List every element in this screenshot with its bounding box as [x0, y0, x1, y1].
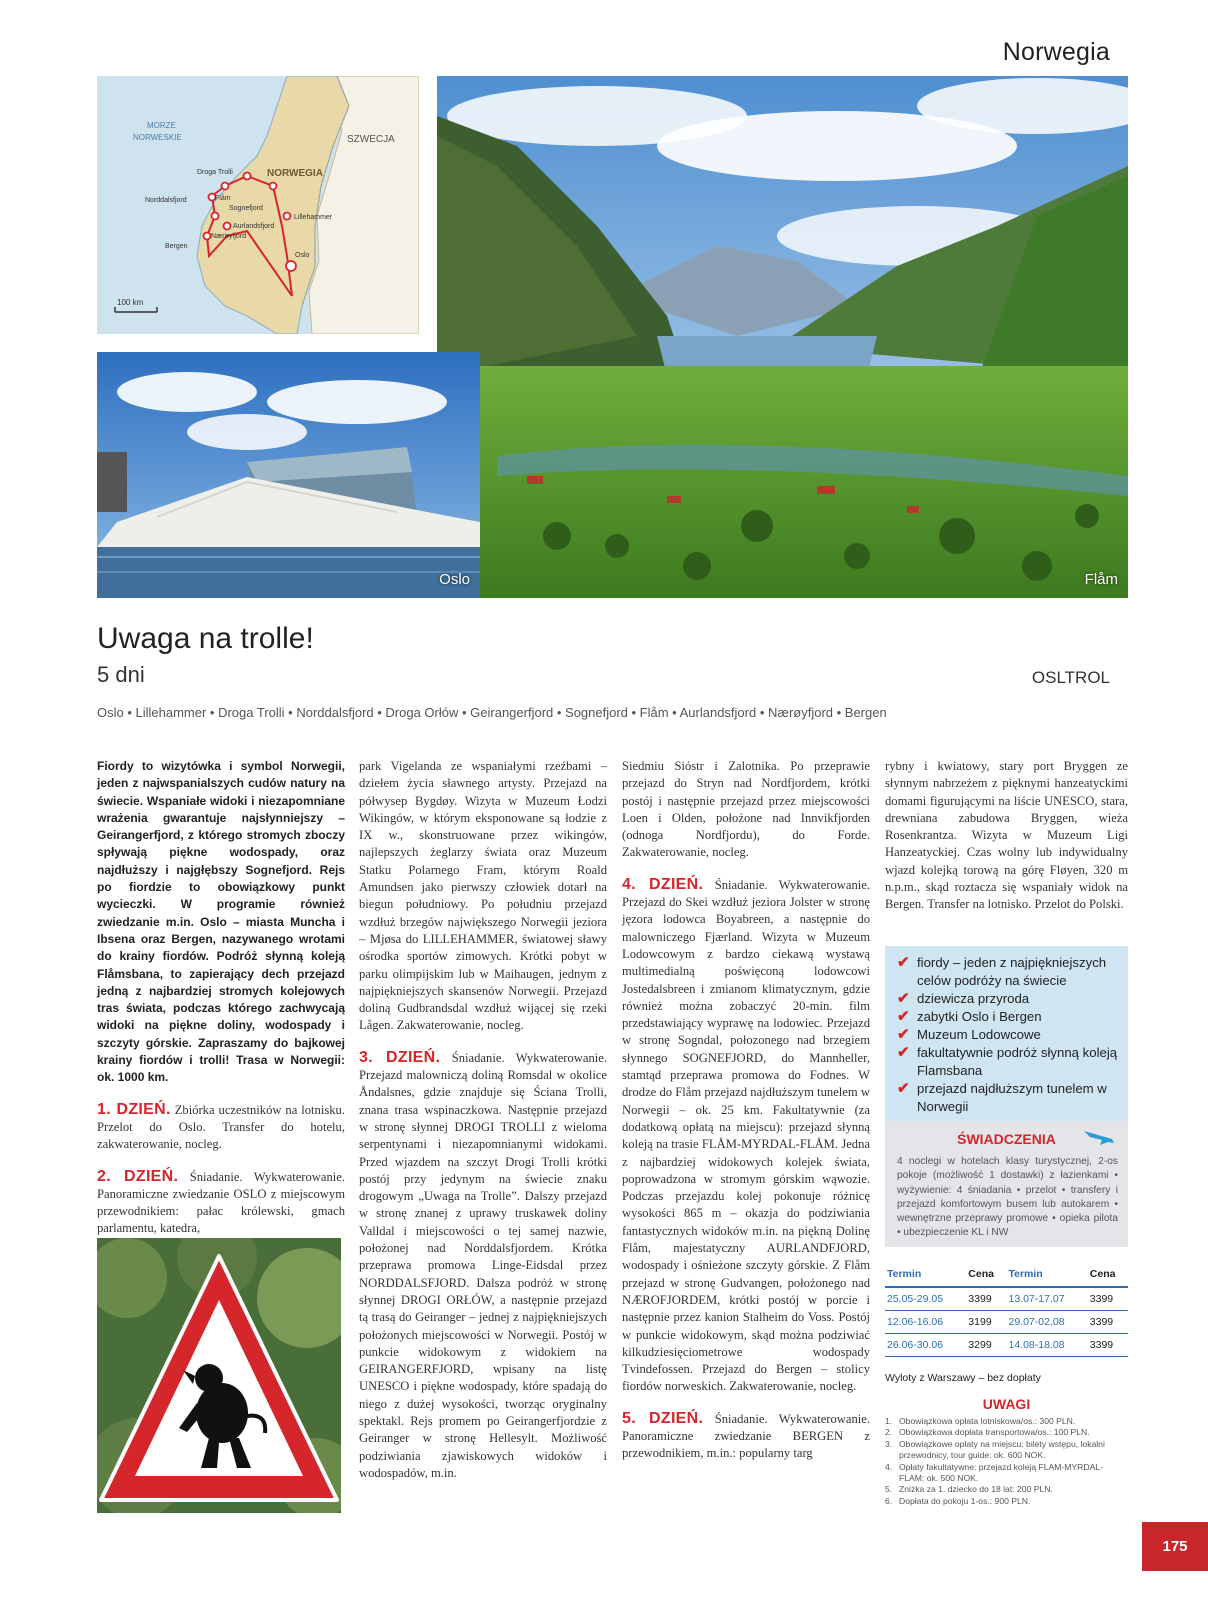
highlight-item: ✔ Muzeum Lodowcowe: [897, 1026, 1041, 1043]
country-label: NORWEGIA: [267, 168, 323, 179]
col-header-price: Cena: [966, 1264, 1006, 1287]
day-2-text-b: park Vigelanda ze wspaniałymi rzeźbami – dziełem życia sławnego artysty. Przejazd na półwysep Bygdøy. Wizyta w Muzeum Łodzi Wikingów, w którym eksponowane są łodzie z IX w., skonstruowane przez wikingów, najlepszych żeglarzy świata oraz Muzeum Statku Polarnego Fram, którym Roald Amundsen jako pierwszy człowiek dotarł na biegun południowy. Po południu przejazd wzdłuż brzegów największego Norwegii jeziora – Mjøsa do LILLEHAMMER, światowej sławy ośrodka sportów zimowych. Krótki pobyt w parku olimpijskim lub w Maihaugen, jednym z najpiękniejszych skansenów Norwegii. Przejazd doliną Gudbrandsdal wzdłuż wijącej się rzeki Lågen. Zakwaterowanie, nocleg.: [359, 759, 607, 1033]
place-label: Flåm: [215, 195, 231, 202]
airplane-icon: [1082, 1127, 1116, 1147]
note-item: 6. Dopłata do pokoju 1-os.: 900 PLN.: [885, 1495, 1031, 1506]
day-3-paragraph: [359, 1049, 607, 1482]
day-1-text: Zbiórka uczestników na lotnisku. Przelot do Oslo. Transfer do hotelu, zakwaterowanie, nocleg.: [97, 1102, 345, 1152]
checkmark-icon: ✔: [897, 954, 910, 971]
day-4-text: Śniadanie. Wykwaterowanie. Przejazd do Skei wzdłuż jeziora Jolster w stronę jęzora lodowca Boyabreen, a następnie do malowniczego Fjærland. Wizyta w Muzeum Lodowcowym z bardzo ciekawą wystawą multimedialną poświęconą lodowcowi Jostedalsbreen i zmianom klimatycznym, gdzie również można zobaczyć 20-min. film przedstawiający wyprawę na lodowiec. Przejazd w stronę Sogndal, połozonego nad brzegiem słynnego SOGNEFJORD, do Mannheller, stamtąd przeprawa promowa do Fodnes. W drodze do Flåm przejazd najdłuższym tunelem w Norwegii – ok. 25 km. Fakultatywnie (za dodatkową opłatą na miejscu): przejazd słynną koleją na trasie FLÅM-MYRDAL-FLÅM. Jedna z najbardziej widokowych kolejek świata, poprowadzona w stromym górskim wąwozie. Podczas przejazdu kolej pokonuje różnicę wysokości 865 m – okazja do podziwiania fantastycznych widoków m.in. na piękną Dolinę Flåm, majestatyczny AURLANDFJORD, wodospady i ośnieżone szczyty górskie. Z Flåm przejazd w stronę Gudvangen, położonego nad NÆROFJORDEM, krótki postój w porcie i następnie przez kanion Stalheim do Voss. Postój w punkcie widokowym, skąd można podziwiać kilkudziesięciometrowe wodospady Tvindefossen. Przejazd do Bergen – stolicy fiordów norweskich. Zakwaterowanie, nocleg.: [622, 877, 871, 1394]
highlights-list: [885, 946, 1128, 1116]
map-point: [212, 213, 219, 220]
place-label: Droga Trolli: [197, 169, 233, 176]
highlight-item: ✔ fiordy – jeden z najpiękniejszych celów podróży na świecie: [897, 954, 1107, 988]
page-number: 175: [1142, 1522, 1208, 1571]
day-5-paragraph: [622, 1410, 870, 1463]
map-point-oslo: [286, 261, 296, 271]
highlight-item: ✔ przejazd najdłuższym tunelem w Norwegii: [897, 1080, 1107, 1114]
map-point: [222, 183, 229, 190]
place-label: Nærøyfjord: [211, 233, 247, 240]
map-point: [224, 223, 231, 230]
day-2-text-a: Śniadanie. Wykwaterowanie. Panoramiczne zwiedzanie OSLO z miejscowym przewodnikiem: pałac królewski, gmach parlamentu, katedra,: [97, 1169, 346, 1236]
day-3-label: 3. DZIEŃ.: [359, 1048, 441, 1066]
flam-landscape: [437, 76, 1128, 598]
day-2-paragraph: [97, 1168, 345, 1238]
services-box: [885, 1121, 1128, 1247]
text-column-4: [885, 758, 1128, 914]
map-point: [284, 213, 291, 220]
highlight-item: ✔ zabytki Oslo i Bergen: [897, 1008, 1042, 1025]
notes-title: UWAGI: [982, 1396, 1031, 1412]
place-label: Lillehammer: [294, 214, 333, 221]
table-row: 12.06-16.06 3199 29.07-02.08 3399: [885, 1311, 1128, 1334]
day-1-label: 1. DZIEŃ.: [97, 1100, 171, 1118]
day-1-paragraph: [97, 1101, 345, 1154]
highlight-item: ✔ fakultatywnie podróż słynną koleją Flamsbana: [897, 1044, 1118, 1078]
trip-duration: 5 dni: [97, 662, 145, 687]
checkmark-icon: ✔: [897, 990, 910, 1007]
note-item: 3. Obowiązkowe opłaty na miejscu: bilety wstępu, lokalni przewodnicy, tour guide: ok. 600 NOK.: [885, 1438, 1105, 1461]
flights-note: Wyloty z Warszawy – bez dopłaty: [885, 1372, 1041, 1384]
services-title: ŚWIADCZENIA: [957, 1131, 1056, 1147]
table-row: 26.06-30.06 3299 14.08-18.08 3399: [885, 1334, 1128, 1357]
table-row: 25.05-29.05 3399 13.07-17.07 3399: [885, 1287, 1128, 1311]
photo-caption-flam: Flåm: [1084, 571, 1118, 588]
place-label: Norddalsfjord: [145, 197, 187, 204]
checkmark-icon: ✔: [897, 1026, 910, 1043]
trip-code: OSLTROL: [1031, 668, 1110, 687]
trip-title: Uwaga na trolle!: [97, 622, 314, 655]
highlights-box: [885, 946, 1128, 1121]
map-graphic: [97, 76, 419, 334]
text-column-3: [622, 758, 870, 1463]
photo-flam: [437, 76, 1128, 598]
place-label: Oslo: [295, 252, 310, 259]
photo-oslo: [97, 352, 480, 598]
col-header-term: Termin: [885, 1264, 966, 1287]
sea-label-2: NORWESKIE: [133, 133, 182, 142]
troll-warning-sign-icon: [97, 1238, 341, 1513]
photo-caption-oslo: Oslo: [439, 571, 470, 588]
col-header-term: Termin: [1006, 1264, 1087, 1287]
note-item: 5. Zniżka za 1. dziecko do 18 lat: 200 PLN.: [885, 1484, 1053, 1495]
price-table: [885, 1264, 1128, 1357]
checkmark-icon: ✔: [897, 1008, 910, 1025]
highlight-item: ✔ dziewicza przyroda: [897, 990, 1030, 1007]
col3-lead-text: Siedmiu Sióstr i Zalotnika. Po przeprawie przejazd do Stryn nad Nordfjordem, krótki postój i następnie przejazd przez miejscowości Loen i Olden, położone nad Innvikfjorden (odnoga Nordfjordu), do Forde. Zakwaterowanie, nocleg.: [622, 759, 870, 860]
note-item: 1. Obowiązkowa opłata lotniskowa/os.: 300 PLN.: [885, 1416, 1076, 1426]
route-map: [97, 76, 419, 334]
trip-route: Oslo • Lillehammer • Droga Trolli • Norddalsfjord • Droga Orłów • Geirangerfjord • Sognefjord • Flåm • Aurlandsfjord • Nærøyfjord • Bergen: [97, 705, 887, 720]
note-item: 2. Obowiązkowa dopłata transportowa/os.: 100 PLN.: [885, 1427, 1090, 1438]
checkmark-icon: ✔: [897, 1080, 910, 1097]
place-label: Bergen: [165, 243, 188, 250]
day-4-paragraph: [622, 876, 870, 1396]
map-point: [270, 183, 277, 190]
day-2-label: 2. DZIEŃ.: [97, 1167, 179, 1185]
intro-paragraph: Fiordy to wizytówka i symbol Norwegii, jeden z najwspanialszych cudów natury na świecie. Wspaniałe widoki i niezapomniane wrażenia gwarantuje najsłynniejszy – Geirangerfjord, z którego stromych zboczy spływają piękne wodospady, oraz najdłuższy i najgłębszy Sognefjord. Rejs po fiordzie to obowiązkowy punkt wycieczki. W programie również zwiedzanie m.in. Oslo – miasta Muncha i Ibsena oraz Bergen, nazywanego wrotami do krainy fiordów. Podróż słynną koleją Flåmsbana, to zapierający dech przejazd jedną z najbardziej stromych kolejowych tras świata, podczas którego zachwycają widoki na piękne doliny, wodospady i szczyty górskie. Zapraszamy do bajkowej krainy fiordów i trolli! Trasa w Norwegii: ok. 1000 km.: [97, 759, 345, 1085]
day-5-text-a: Śniadanie. Wykwaterowanie. Panoramiczne zwiedzanie BERGEN z przewodnikiem, m.in.: popularny targ: [622, 1411, 871, 1461]
checkmark-icon: ✔: [897, 1044, 910, 1061]
services-text: 4 noclegi w hotelach klasy turystycznej, 2-os pokoje (możliwość 1 dostawki) z łazienkami • wyżywienie: 4 śniadania • przelot • transfery i przejazd komfortowym busem lub autokarem • wewnętrzne przeprawy promowe • opieka pilota • ubezpieczenie KL i NW: [897, 1156, 1118, 1239]
text-column-2: [359, 758, 607, 1482]
country-title: Norwegia: [1002, 38, 1110, 66]
troll-sign-photo: [97, 1238, 341, 1513]
map-point: [244, 173, 251, 180]
text-column-1: [97, 758, 345, 1238]
oslo-opera: [97, 352, 480, 598]
day-5-text-b: rybny i kwiatowy, stary port Bryggen ze słynnym nabrzeżem z pięknymi hanzeatyckimi domami figurującymi na liście UNESCO, stara, drewniana zabudowa Bryggen, wieża Rosenkrantza. Wizyta w Muzeum Ligi Hanzeatyckiej. Czas wolny lub indywidualny wjazd kolejką torową na górę Fløyen, 320 m n.p.m., skąd roztacza się wspaniały widok na Bergen. Transfer na lotnisko. Przelot do Polski.: [885, 759, 1128, 912]
map-point: [204, 233, 211, 240]
day-5-label: 5. DZIEŃ.: [622, 1409, 704, 1427]
note-item: 4. Opłaty fakultatywne: przejazd koleją FLAM-MYRDAL-FLAM: ok. 500 NOK.: [885, 1461, 1103, 1484]
price-table-header: [885, 1264, 1128, 1287]
sea-label-1: MORZE: [147, 121, 176, 130]
neighbor-label: SZWECJA: [347, 134, 395, 145]
day-3-text: Śniadanie. Wykwaterowanie. Przejazd malowniczą doliną Romsdal w okolice Åndalsnes, gdzie znajduje się Ściana Trolli, znana trasa wspinaczkowa. Następnie przejazd w stronę słynnej DROGI TROLLI z wieloma serpentynami i niezapomnianymi widokami. Przed wjazdem na szczyt Drogi Trolli krótki postój przy jedynym na świecie znaku drogowym „Uwaga na Trolle”. Dalszy przejazd w stronę znanej z uprawy truskawek doliny Valldal i miejscowości o tej samej nazwie, położonej nad Norddalsfjordem. Krótka przeprawa promowa Linge-Eidsdal przez NORDDALSFJORD. Dalsza podróż w stronę słynnej DROGI ORŁÓW, a następnie przejazd tą trasą do Geiranger – jednej z najpiękniejszych położonych miejscowości w Norwegii. Postój w punkcie widokowym z widokiem na GEIRANGERFJORD, wpisany na listę UNESCO i piękne wodospady, które spadają do niego z dużej wysokości, tworząc oryginalny spektakl. Rejs promem po Geirangerfjordzie z Geiranger w stronę Hellesylt. Możliwość podziwiania zjawiskowych widoków i wodospadów, m.in.: [359, 1050, 608, 1480]
place-label: Sognefjord: [229, 205, 263, 212]
col-header-price: Cena: [1088, 1264, 1128, 1287]
place-label: Aurlandsfjord: [233, 223, 275, 230]
scale-label: 100 km: [117, 298, 144, 307]
day-4-label: 4. DZIEŃ.: [622, 875, 704, 893]
notes-list: [885, 1416, 1128, 1507]
